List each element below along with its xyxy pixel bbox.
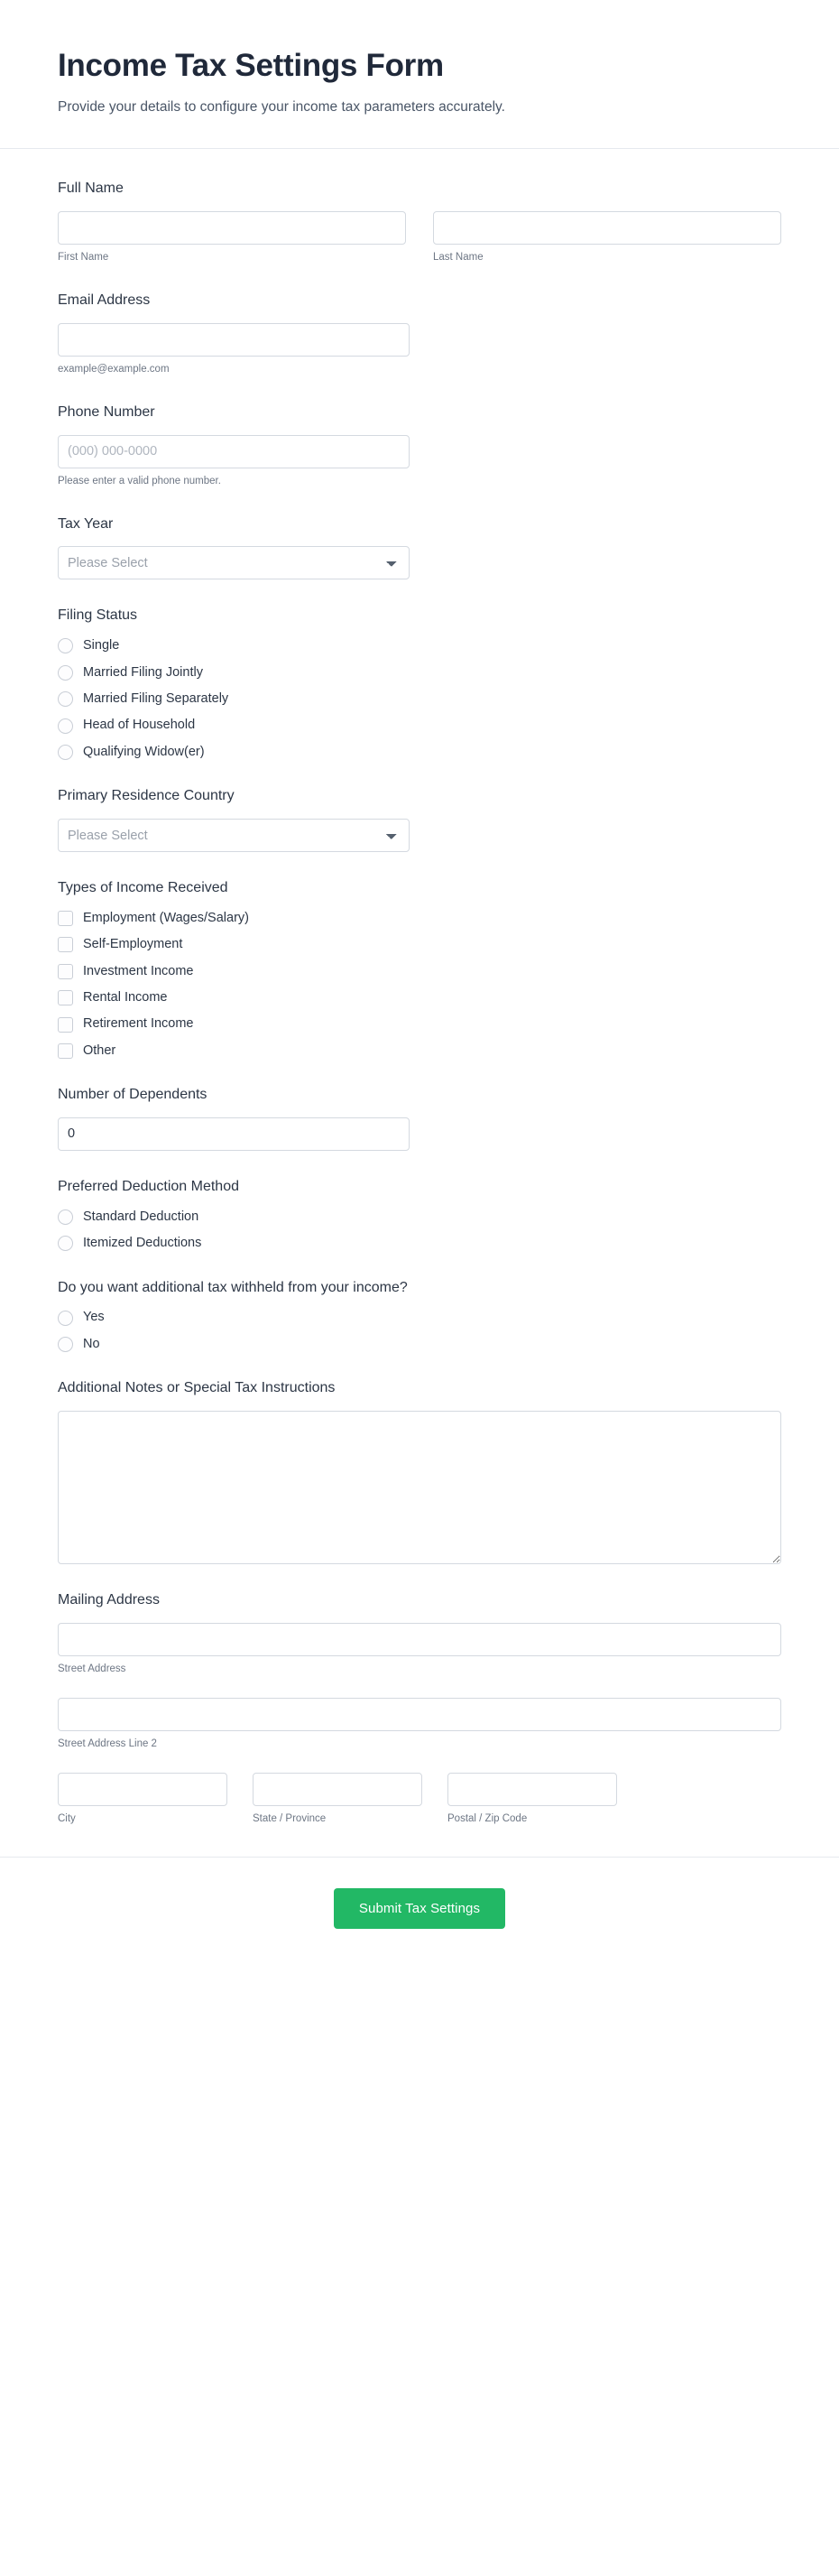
radio-withholding-yes[interactable] — [58, 1310, 781, 1325]
mailing-address-label: Mailing Address — [58, 1591, 160, 1608]
radio-filing-married-jointly[interactable] — [58, 665, 781, 681]
phone-label: Phone Number — [58, 403, 155, 420]
field-email — [58, 292, 781, 376]
radio-label: No — [83, 1336, 100, 1351]
form-body — [0, 149, 839, 1825]
radio-label: Single — [83, 638, 120, 653]
form-footer — [0, 1857, 839, 1969]
radio-label: Yes — [83, 1310, 105, 1325]
first-name-input[interactable] — [58, 211, 406, 245]
checkbox-employment[interactable] — [58, 911, 781, 926]
postal-group — [447, 1773, 617, 1826]
checkbox-label: Self-Employment — [83, 937, 183, 952]
city-input[interactable] — [58, 1773, 227, 1806]
checkbox-label: Other — [83, 1042, 116, 1058]
form-header — [0, 0, 839, 149]
income-types-options — [58, 911, 781, 1059]
email-field[interactable] — [58, 323, 410, 357]
email-sub-label: example@example.com — [58, 364, 170, 375]
checkbox-self-employment[interactable] — [58, 937, 781, 952]
radio-icon[interactable] — [58, 1236, 73, 1251]
postal-sub-label: Postal / Zip Code — [447, 1812, 528, 1824]
additional-withholding-options — [58, 1310, 781, 1352]
checkbox-retirement-income[interactable] — [58, 1016, 781, 1032]
page-subtitle: Provide your details to configure your income tax parameters accurately. — [58, 99, 505, 115]
checkbox-label: Rental Income — [83, 989, 168, 1005]
additional-withholding-label: Do you want additional tax withheld from your income? — [58, 1279, 408, 1295]
radio-icon[interactable] — [58, 691, 73, 707]
filing-status-label: Filing Status — [58, 607, 138, 624]
field-notes — [58, 1379, 781, 1564]
last-name-group — [433, 211, 781, 264]
filing-status-options — [58, 638, 781, 760]
state-input[interactable] — [253, 1773, 422, 1806]
checkbox-other[interactable] — [58, 1043, 781, 1059]
field-additional-withholding — [58, 1279, 781, 1353]
tax-year-select[interactable] — [58, 546, 410, 579]
field-full-name — [58, 180, 781, 264]
street-address-2-input[interactable] — [58, 1698, 781, 1731]
state-sub-label: State / Province — [253, 1812, 327, 1824]
dependents-input[interactable] — [58, 1117, 410, 1151]
full-name-label: Full Name — [58, 181, 124, 197]
radio-icon[interactable] — [58, 665, 73, 681]
field-phone — [58, 403, 781, 488]
notes-textarea[interactable] — [58, 1411, 781, 1564]
tax-year-group — [58, 546, 410, 579]
submit-button[interactable]: Submit Tax Settings — [334, 1888, 505, 1929]
deduction-method-options — [58, 1209, 781, 1252]
field-deduction-method — [58, 1178, 781, 1252]
phone-group — [58, 435, 410, 488]
radio-icon[interactable] — [58, 1337, 73, 1352]
street-address-2-group — [58, 1698, 781, 1751]
radio-label: Married Filing Separately — [83, 691, 229, 707]
radio-filing-married-separately[interactable] — [58, 691, 781, 707]
street-address-2-sub-label: Street Address Line 2 — [58, 1737, 157, 1749]
checkbox-icon[interactable] — [58, 937, 73, 952]
checkbox-label: Investment Income — [83, 963, 194, 978]
radio-withholding-no[interactable] — [58, 1337, 781, 1352]
checkbox-investment-income[interactable] — [58, 964, 781, 979]
last-name-input[interactable] — [433, 211, 781, 245]
radio-icon[interactable] — [58, 1209, 73, 1225]
street-address-input[interactable] — [58, 1623, 781, 1656]
radio-filing-qualifying-widow[interactable] — [58, 745, 781, 760]
field-tax-year — [58, 515, 781, 580]
phone-input[interactable] — [58, 435, 410, 468]
city-sub-label: City — [58, 1812, 76, 1824]
checkbox-icon[interactable] — [58, 964, 73, 979]
notes-label: Additional Notes or Special Tax Instructions — [58, 1380, 336, 1396]
dependents-label: Number of Dependents — [58, 1087, 207, 1103]
phone-sub-label: Please enter a valid phone number. — [58, 475, 221, 486]
checkbox-icon[interactable] — [58, 1043, 73, 1059]
radio-filing-single[interactable] — [58, 638, 781, 653]
last-name-sub-label: Last Name — [433, 252, 484, 264]
residence-country-label: Primary Residence Country — [58, 788, 235, 804]
dependents-group — [58, 1117, 410, 1151]
street-address-sub-label: Street Address — [58, 1663, 126, 1674]
state-group — [253, 1773, 422, 1826]
full-name-row — [58, 211, 781, 264]
radio-label: Head of Household — [83, 718, 196, 733]
radio-icon[interactable] — [58, 1311, 73, 1326]
field-dependents — [58, 1086, 781, 1151]
email-label: Email Address — [58, 292, 151, 309]
checkbox-label: Employment (Wages/Salary) — [83, 910, 249, 925]
tax-year-label: Tax Year — [58, 515, 114, 532]
city-state-postal-row — [58, 1773, 781, 1826]
city-group — [58, 1773, 227, 1826]
first-name-group — [58, 211, 406, 264]
checkbox-label: Retirement Income — [83, 1016, 194, 1032]
radio-label: Standard Deduction — [83, 1209, 199, 1224]
radio-itemized-deductions[interactable] — [58, 1236, 781, 1251]
page-title: Income Tax Settings Form — [58, 48, 444, 83]
checkbox-icon[interactable] — [58, 911, 73, 926]
income-types-label: Types of Income Received — [58, 880, 228, 896]
postal-code-input[interactable] — [447, 1773, 617, 1806]
radio-standard-deduction[interactable] — [58, 1209, 781, 1225]
checkbox-icon[interactable] — [58, 990, 73, 1005]
street-address-group — [58, 1623, 781, 1676]
radio-label: Qualifying Widow(er) — [83, 744, 205, 759]
checkbox-icon[interactable] — [58, 1017, 73, 1033]
radio-filing-head-of-household[interactable] — [58, 718, 781, 733]
first-name-sub-label: First Name — [58, 252, 109, 264]
checkbox-rental-income[interactable] — [58, 990, 781, 1005]
field-filing-status — [58, 607, 781, 760]
field-mailing-address — [58, 1591, 781, 1826]
residence-country-group — [58, 819, 410, 852]
radio-icon[interactable] — [58, 638, 73, 653]
radio-icon[interactable] — [58, 718, 73, 734]
residence-country-select[interactable] — [58, 819, 410, 852]
radio-label: Married Filing Jointly — [83, 664, 203, 680]
deduction-method-label: Preferred Deduction Method — [58, 1178, 239, 1194]
radio-icon[interactable] — [58, 745, 73, 760]
field-residence-country — [58, 787, 781, 852]
field-income-types — [58, 879, 781, 1059]
email-group — [58, 323, 410, 376]
radio-label: Itemized Deductions — [83, 1236, 202, 1251]
